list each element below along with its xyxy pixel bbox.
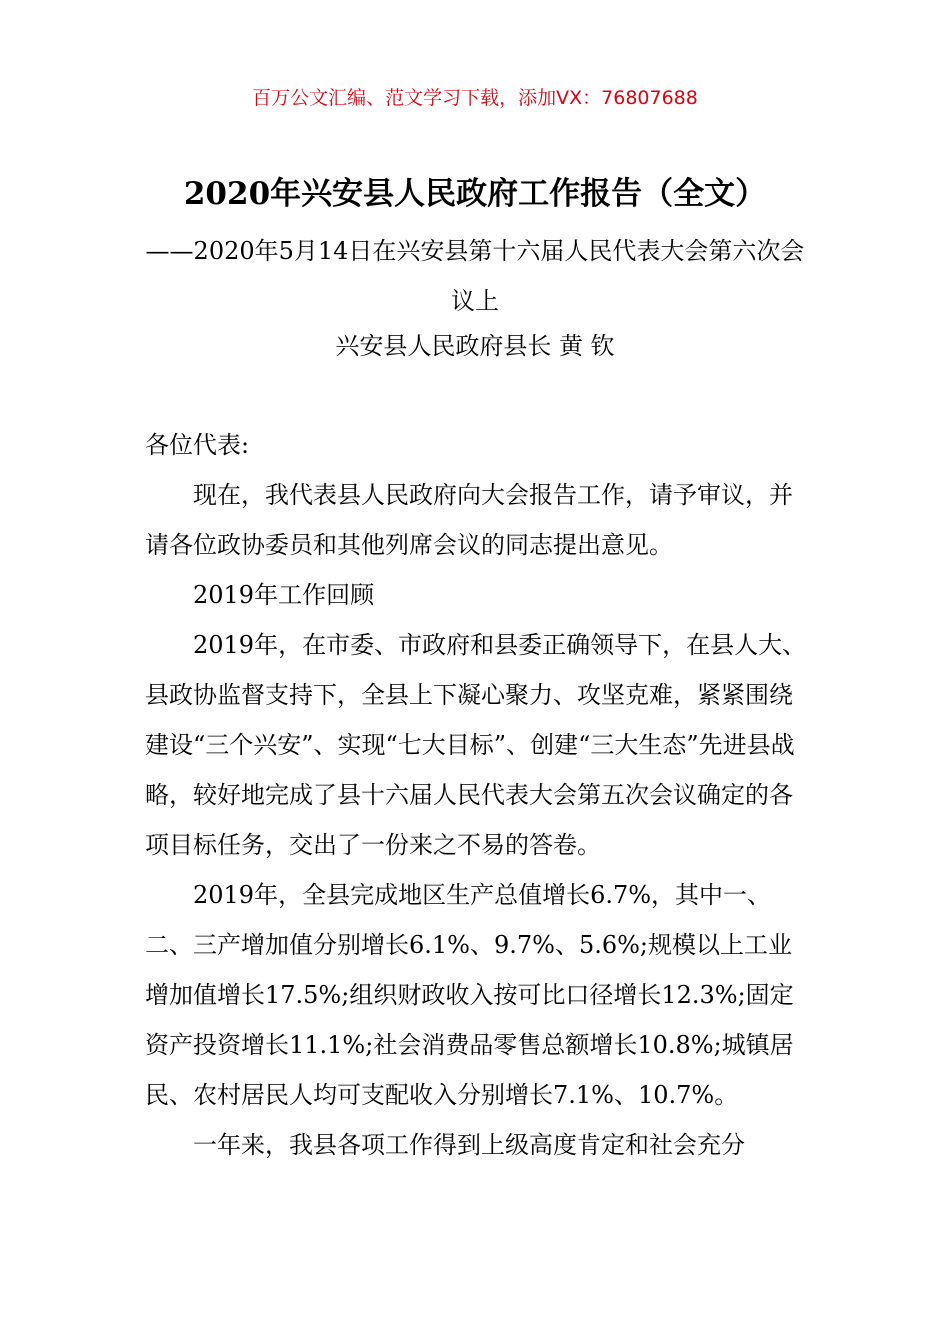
paragraph-statistics: 2019年，全县完成地区生产总值增长6.7%，其中一、二、三产增加值分别增长6.1%、9.7%、5.6%;规模以上工业增加值增长17.5%;组织财政收入按可比口径增长12.3%;固定资产投资增长11.1%;社会消费品零售总额增长10.8%;城镇居民、农村居民人均可支配收入分别增长7.1%、10.7%。 [145,881,794,1109]
watermark-text: 百万公文汇编、范文学习下载，添加VX：76807688 [252,87,698,109]
section-heading: 2019年工作回顾 [193,581,375,609]
paragraph-review: 2019年，在市委、市政府和县委正确领导下，在县人大、县政协监督支持下，全县上下凝心聚力、攻坚克难，紧紧围绕建设“三个兴安”、实现“七大目标”、创建“三大生态”先进县战略，较好地完成了县十六届人民代表大会第五次会议确定的各项目标任务，交出了一份来之不易的答卷。 [145,631,807,859]
document-author: 兴安县人民政府县长 黄 钦 [335,332,615,360]
document-subtitle: ——2020年5月14日在兴安县第十六届人民代表大会第六次会议上 [145,237,805,315]
salutation: 各位代表: [145,431,250,459]
document-title: 2020年兴安县人民政府工作报告（全文） [183,176,767,212]
paragraph-intro: 现在，我代表县人民政府向大会报告工作，请予审议，并请各位政协委员和其他列席会议的同志提出意见。 [145,481,793,559]
paragraph-achievements: 一年来，我县各项工作得到上级高度肯定和社会充分 [193,1131,745,1159]
document-body [145,420,810,1170]
